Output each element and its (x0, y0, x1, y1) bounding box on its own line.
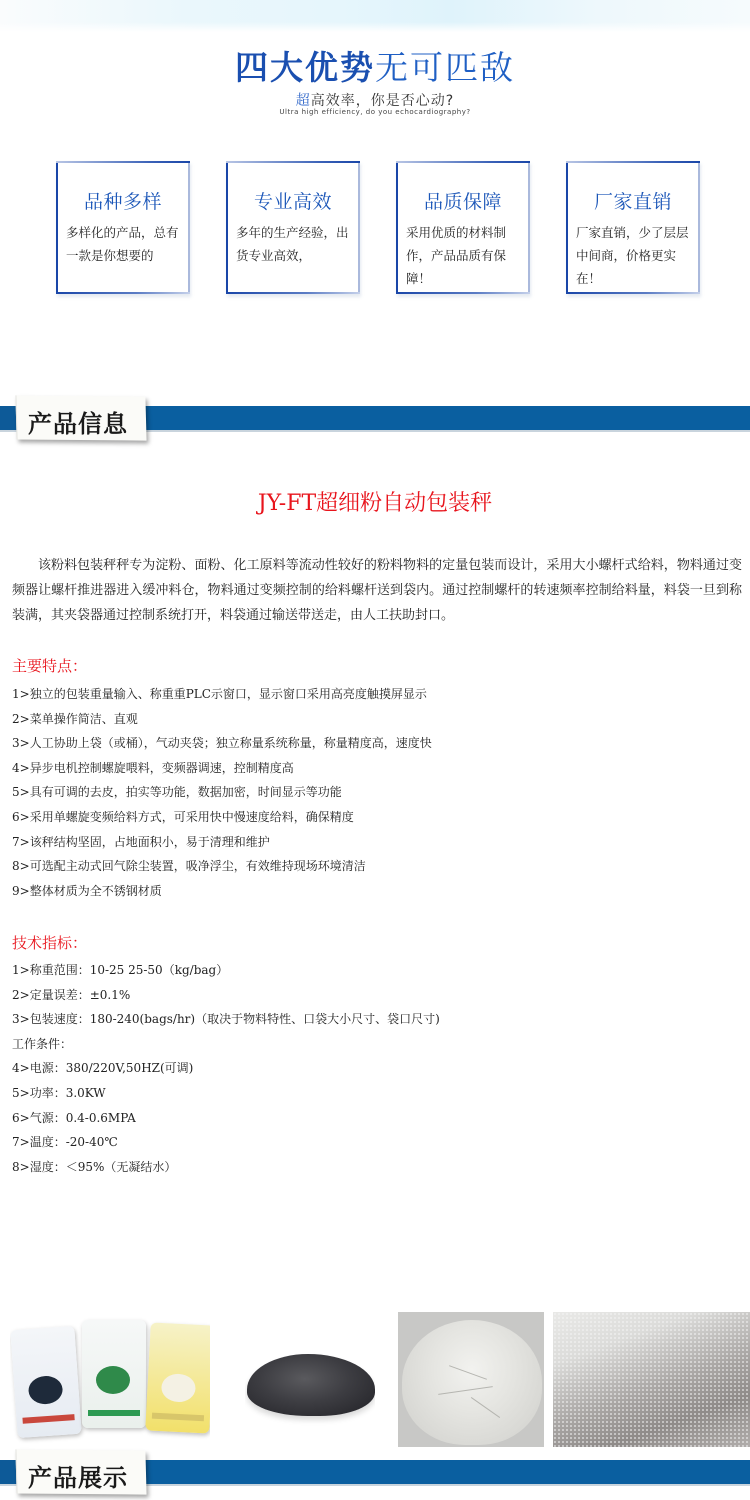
hero-subtitle-english: Ultra high efficiency, do you echocardiography? (279, 108, 471, 116)
flour-bags-photo (10, 1312, 210, 1447)
spec-item: 7>温度：-20-40℃ (12, 1135, 118, 1150)
advantage-desc: 厂家直销，少了层层中间商，价格更实在！ (576, 225, 689, 286)
black-powder-photo (245, 1312, 375, 1447)
bag-stripe (152, 1413, 204, 1422)
advantage-title: 品质保障 (423, 191, 502, 213)
bag-stripe (22, 1414, 74, 1424)
bag-emblem (28, 1375, 64, 1405)
spec-item: 6>气源：0.4-0.6MPA (12, 1110, 136, 1125)
features-list (12, 682, 732, 903)
spec-item: 4>电源：380/220V,50HZ(可调) (12, 1061, 194, 1076)
advantage-desc: 采用优质的材料制作，产品品质有保障！ (406, 225, 507, 286)
bag-image (145, 1322, 210, 1433)
product-intro: 该粉料包装秤秤专为淀粉、面粉、化工原料等流动性较好的粉料物料的定量包装而设计，采用大小螺杆式给料，物料通过变频器让螺杆推进器进入缓冲料仓，物料通过变频控制的给料螺杆送到袋内。通过控制螺杆的转速频率控制给料量，料袋一旦到称装满，其夹袋器通过控制系统打开，料袋通过输送带送走，由人工扶助封口。 (12, 558, 742, 623)
spec-item: 3>包装速度：180-240(bags/hr)（取决于物料特性、口袋大小尺寸、袋口尺寸) (12, 1012, 440, 1027)
advantage-card-direct-sales (566, 161, 700, 294)
hero-title-light: 无可匹敌 (375, 48, 515, 87)
feature-item: 6>采用单螺旋变频给料方式，可采用快中慢速度给料，确保精度 (12, 809, 354, 824)
spec-item: 5>功率：3.0KW (12, 1085, 106, 1100)
specs-list (12, 958, 732, 1179)
section-banner-product-showcase (0, 1448, 750, 1496)
advantage-card-quality (396, 161, 530, 294)
advantage-title: 厂家直销 (593, 191, 672, 213)
hero-subtitle-rest: 高效率，你是否心动? (310, 93, 455, 109)
feature-item: 2>菜单操作简洁、直观 (12, 711, 138, 726)
hero-subtitle-first: 超 (295, 93, 311, 109)
advantage-title: 专业高效 (253, 191, 332, 213)
feature-item: 1>独立的包装重量输入、称重重PLC示窗口，显示窗口采用高亮度触摸屏显示 (12, 687, 427, 701)
specs-heading: 技术指标： (12, 934, 88, 952)
feature-item: 3>人工协助上袋（或桶），气动夹袋；独立称量系统称量，称量精度高，速度快 (12, 736, 432, 751)
white-granules-photo (553, 1312, 750, 1447)
spec-item: 2>定量误差：±0.1% (12, 987, 131, 1002)
powder-pile (247, 1354, 375, 1416)
feature-item: 5>具有可调的去皮，拍实等功能，数据加密，时间显示等功能 (12, 785, 342, 800)
feature-item: 4>异步电机控制螺旋喂料，变频器调速，控制精度高 (12, 760, 294, 775)
spec-item: 8>湿度：＜95%（无凝结水） (12, 1159, 177, 1174)
bag-stripe (88, 1410, 140, 1416)
advantage-desc: 多年的生产经验，出货专业高效， (236, 225, 349, 263)
powder-heap (402, 1320, 542, 1445)
banner-label: 产品展示 (28, 1463, 128, 1492)
advantage-desc: 多样化的产品，总有一款是你想要的 (66, 225, 179, 263)
advantage-card-variety (56, 161, 190, 294)
spec-item: 1>称重范围：10-25 25-50（kg/bag） (12, 963, 229, 977)
bag-emblem (96, 1366, 130, 1394)
feature-item: 8>可选配主动式回气除尘装置，吸净浮尘，有效维持现场环境清洁 (12, 859, 366, 874)
bag-image (82, 1320, 146, 1428)
bag-emblem (161, 1373, 196, 1403)
top-sky-background (0, 0, 750, 32)
advantage-card-efficiency (226, 161, 360, 294)
banner-label: 产品信息 (28, 409, 128, 438)
spec-item: 工作条件： (12, 1036, 73, 1051)
hero-title-bold: 四大优势 (235, 48, 375, 87)
bag-image (10, 1326, 81, 1438)
section-banner-product-info (0, 394, 750, 442)
white-powder-photo (398, 1312, 544, 1447)
advantage-title: 品种多样 (83, 191, 162, 213)
product-title: JY-FT超细粉自动包装秤 (257, 491, 493, 516)
feature-item: 9>整体材质为全不锈钢材质 (12, 883, 162, 898)
hero-title (0, 48, 750, 88)
features-heading: 主要特点： (12, 657, 88, 675)
hero-subtitle (0, 90, 750, 110)
feature-item: 7>该秤结构坚固，占地面积小，易于清理和维护 (12, 834, 270, 849)
